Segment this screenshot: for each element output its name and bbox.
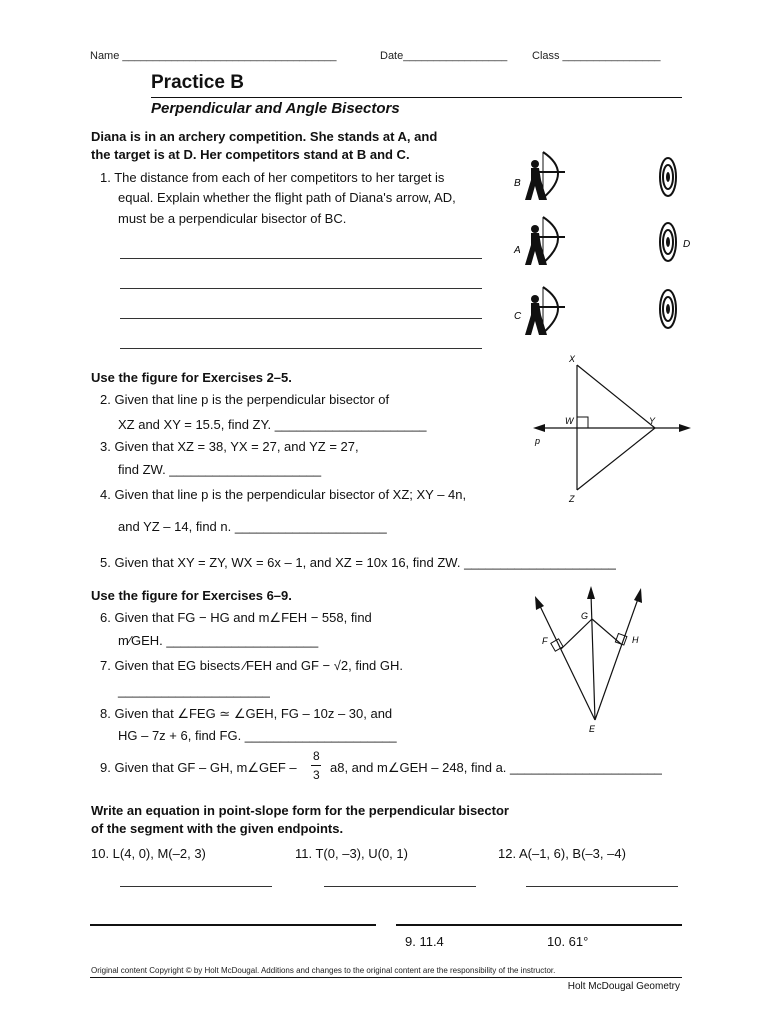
q9-part-2: a8, and m∠GEH – 248, find a. _____________________ [330, 760, 662, 775]
q5: 5. Given that XY = ZY, WX = 6x – 1, and XZ = 10x 16, find ZW. _____________________ [100, 555, 616, 570]
q1-answer-line-3[interactable] [120, 318, 482, 319]
q9-fraction-numerator: 8 [313, 749, 320, 763]
q9-part-1: 9. Given that GF – GH, m∠GEF – [100, 760, 297, 775]
copyright-notice: Original content Copyright © by Holt McDougal. Additions and changes to the original content are the responsibility of the instructor. [91, 966, 556, 975]
q10-answer-line[interactable] [120, 886, 272, 887]
target-d-icon [660, 223, 676, 261]
label-g: G [581, 611, 589, 621]
q3-line-1: 3. Given that XZ = 38, YX = 27, and YZ = 27, [100, 439, 359, 454]
q6-line-1: 6. Given that FG − HG and m∠FEH − 558, find [100, 610, 372, 625]
q7-line-1: 7. Given that EG bisects ⁄FEH and GF − √2, find GH. [100, 658, 404, 673]
label-w: W [565, 416, 574, 426]
label-e: E [589, 724, 596, 734]
q4-line-1: 4. Given that line p is the perpendicular bisector of XZ; XY – 4n, [100, 487, 467, 502]
q1-answer-line-4[interactable] [120, 348, 482, 349]
perpendicular-bisector-figure [525, 350, 700, 510]
q2-line-2: XZ and XY = 15.5, find ZY. _____________________ [118, 417, 427, 432]
q6-line-2: m⁄GEH. _____________________ [118, 633, 319, 648]
section-2-heading: Use the figure for Exercises 2–5. [91, 370, 292, 385]
label-z: Z [569, 494, 575, 504]
target-b-icon [660, 158, 676, 196]
q9-fraction-denominator: 3 [313, 768, 320, 782]
q2-line-1: 2. Given that line p is the perpendicular bisector of [100, 392, 390, 407]
q1-line-2: equal. Explain whether the flight path of Diana's arrow, AD, [118, 190, 456, 205]
archer-a-icon [525, 217, 565, 265]
q3-line-2: find ZW. _____________________ [118, 462, 322, 477]
archer-b-icon [525, 152, 565, 200]
target-c-icon [660, 290, 676, 328]
q1-line-1: 1. The distance from each of her competitors to her target is [100, 170, 445, 185]
archery-figure [505, 145, 705, 345]
q8-line-2: HG – 7z + 6, find FG. _____________________ [118, 728, 397, 743]
label-d: D [683, 239, 691, 250]
name-field-label: Name ___________________________________ [90, 50, 337, 62]
date-field-label: Date_________________ [380, 50, 508, 62]
q1-answer-line-2[interactable] [120, 288, 482, 289]
q1-answer-line-1[interactable] [120, 258, 482, 259]
q12-answer-line[interactable] [526, 886, 678, 887]
q11-answer-line[interactable] [324, 886, 476, 887]
q11: 11. T(0, –3), U(0, 1) [295, 846, 408, 861]
answer-9: 9. 11.4 [405, 934, 444, 949]
q9-fraction-bar [311, 765, 321, 766]
page-title: Practice B [151, 72, 244, 93]
q1-line-3: must be a perpendicular bisector of BC. [118, 211, 347, 226]
publisher-name: Holt McDougal Geometry [567, 981, 680, 992]
q8-line-1: 8. Given that ∠FEG ≃ ∠GEH, FG – 10z – 30, and [100, 706, 393, 721]
archer-c-icon [525, 287, 565, 335]
section-4-line-1: Write an equation in point-slope form for the perpendicular bisector [91, 803, 509, 818]
section-3-heading: Use the figure for Exercises 6–9. [91, 588, 292, 603]
class-field-label: Class ________________ [532, 50, 661, 62]
label-a: A [514, 245, 521, 256]
label-y: Y [649, 416, 656, 426]
label-c: C [514, 311, 522, 322]
label-h: H [632, 635, 639, 645]
label-f: F [542, 636, 548, 646]
label-x: X [569, 354, 576, 364]
q10: 10. L(4, 0), M(–2, 3) [91, 846, 206, 861]
q12: 12. A(–1, 6), B(–3, –4) [498, 846, 626, 861]
title-rule [151, 97, 682, 98]
section-4-line-2: of the segment with the given endpoints. [91, 821, 344, 836]
intro-line-2: the target is at D. Her competitors stand at B and C. [91, 147, 410, 162]
answer-divider-right [396, 924, 682, 926]
answer-10: 10. 61° [547, 934, 589, 949]
q7-line-2: _____________________ [118, 683, 270, 698]
angle-bisector-figure [525, 582, 665, 737]
q4-line-2: and YZ – 14, find n. _____________________ [118, 519, 387, 534]
footer-rule [90, 977, 682, 978]
page-subtitle: Perpendicular and Angle Bisectors [151, 100, 400, 117]
label-p: p [535, 436, 541, 446]
label-b: B [514, 178, 521, 189]
answer-divider-left [90, 924, 376, 926]
intro-line-1: Diana is in an archery competition. She stands at A, and [91, 129, 438, 144]
